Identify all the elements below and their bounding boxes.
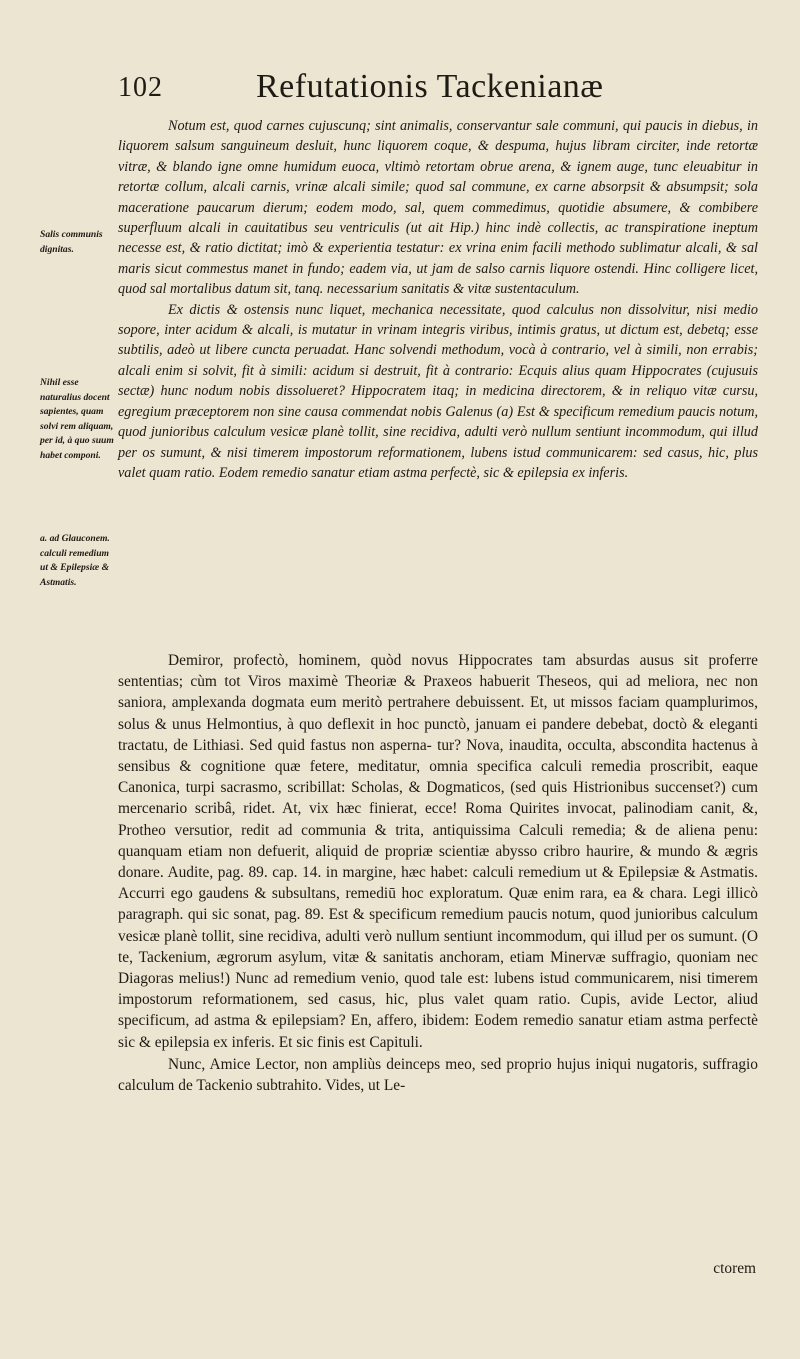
catchword: ctorem <box>713 1260 756 1277</box>
page-header <box>118 68 758 112</box>
page-number: 102 <box>118 72 163 103</box>
italic-paragraph: Ex dictis & ostensis nunc liquet, mechanica necessitate, quod calculus non dissolvitur, nisi medio sopore, inter acidum & alcali, is mutatur in vrinam integris viribus, intimis gratus, ut dictum est, debetq; esse subtilis, adeò ut libere cuncta peruadat. Hanc solvendi methodum, vocà à contrario, vel à simili, non errabis; alcali enim si solvit, fit à simili: acidum si destruit, fit à contrario: Ecquis alius quam Hippocrates (cujusuis sectæ) hunc nodum nobis dissolueret? Hippocratem itaq; in medicina directorem, & in reliquo vitæ cursu, egregium præceptorem non sine causa commendat nobis Galenus (a) Est & specificum remedium paucis notum, quod junioribus calculum vesicæ planè tollit, sine recidiva, adulti verò nullum sentiunt incommodum, qui illud per os sumunt, & nisi timerem impostorum reformationem, lubens istud communicarem: sed casus, hic, plus valet quam ratio. Eodem remedio sanatur etiam astma perfectè, sic & epilepsia ex inferis. <box>118 301 758 481</box>
margin-note: Salis communis dignitas. <box>40 229 103 255</box>
margin-note: Nihil esse naturalius docent sapientes, quam solvi rem aliquam, per id, à quo suum habet componi. <box>40 377 114 461</box>
main-text <box>118 650 758 1096</box>
margin-note: a. ad Glauconem. calculi remedium ut & Epilepsiæ & Astmatis. <box>40 533 110 588</box>
running-title: Refutationis Tackenianæ <box>256 68 604 105</box>
main-paragraph: Demiror, profectò, hominem, quòd novus Hippocrates tam absurdas ausus sit proferre sententias; cùm tot Viros maximè Theoriæ & Praxeos habuerit Theseos, qui ad meliora, nec non saniora, amplexanda dogmata eum meritò pertrahere debuissent. Et, ut missos faciam quamplurimos, solus & unus Helmontius, à quo deflexit in hoc punctò, januam ei pandere debebat, doctò & eleganti tractatu, de Lithiasi. Sed quid fastus non asperna- tur? Nova, inaudita, occulta, abscondita hactenus à sensibus & cognitione quæ fetere, meditatur, omnia specifica calculi remedia proscribit, eaque Canonica, turpi sacrasmo, scribillat: Scholas, & Dogmaticos, (sed quis Histrionibus succenset?) cum mercenario scribâ, ridet. At, vix hæc finierat, ecce! Roma Quirites invocat, palinodiam canit, &, Protheo versutior, redit ad communia & trita, antiquissima Calculi remedia; & de aliena penu: quanquam etiam non defuerit, aliquid de propriæ scientiæ abysso cribro haurire, & mundo & ægris donare. Audite, pag. 89. cap. 14. in margine, hæc habet: calculi remedium ut & Epilepsiæ & Astmatis. Accurri ego gaudens & subsultans, remediū hoc exploratum. Quæ enim rara, ea & chara. Legi illicò paragraph. qui sic sonat, pag. 89. Est & specificum remedium paucis notum, quod junioribus calculum vesicæ planè tollit, sine recidiva, adulti verò nullum sentiunt incommodum, qui illud per os sumunt. (O te, Tackenium, ægrorum asylum, vitæ & sanitatis anchoram, etiam Minervæ suffragio, quoniam nec Diagoras melius!) Nunc ad remedium venio, quod tale est: lubens istud communicarem, nisi timerem impostorum reformationem, sed casus, hic, plus valet quam ratio. Cupis, avide Lector, aliud specificum, ad astma & epilepsiam? En, affero, ibidem: Eodem remedio sanatur etiam astma perfectè sic & epilepsia ex inferis. Et sic finis est Capituli. <box>118 652 758 1051</box>
italic-quoted-passage <box>118 116 758 483</box>
main-paragraph: Nunc, Amice Lector, non ampliùs deinceps meo, sed proprio hujus iniqui nugatoris, suffragio calculum de Tackenio subtrahito. Vides, ut Le- <box>118 1055 758 1095</box>
italic-paragraph: Notum est, quod carnes cujuscunq; sint animalis, conservantur sale communi, qui paucis in diebus, in liquorem salsum sanguineum desluit, hunc liquorem coque, & despuma, hujus libram circiter, inde retortæ vitræ, & blando igne omne humidum euoca, vltimò retortam obrue arena, & ignem auge, tunc eleuabitur in retortæ collum, alcali carnis, vrinæ alcali simile; quod sal commune, ex carne absorpsit & absumpsit; sola maceratione paucarum dierum; eodem modo, sal, quem commedimus, quotidie absumere, & combibere superfluum alcali in cauitatibus seu ventriculis (ut ait Hip.) hinc indè collectis, ac transpiratione ineptum necesse est, & ratio dictitat; imò & experientia testatur: ex vrina enim facili methodo sublimatur alcali, & sal maris sicut commestus manet in fundo; eadem via, ut jam de salso carnis liquore ostendi. Hinc colligere licet, quod sal mortalibus datum sit, tanq. necessarium sanitatis & vitæ sustentaculum. <box>118 118 758 298</box>
